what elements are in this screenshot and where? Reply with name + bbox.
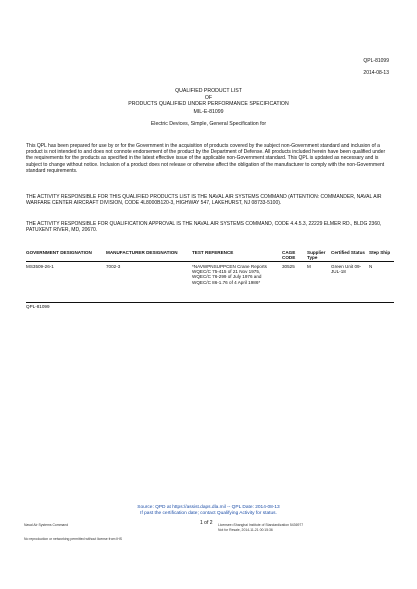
title-line-1: QUALIFIED PRODUCT LIST xyxy=(175,88,242,94)
cell-cage-code: 30525 xyxy=(282,264,295,269)
cell-step-ship: N xyxy=(369,264,373,269)
cell-supplier-type: M xyxy=(307,264,311,269)
resale-notice: Not for Resale, 2014-11-21 00:15:36 xyxy=(218,528,273,532)
table-row xyxy=(26,262,394,285)
title-line-2: OF xyxy=(204,94,213,101)
header-cage-code: CAGE CODE xyxy=(282,250,296,260)
page-number: 1 of 2 xyxy=(200,520,213,526)
footer-document-id: QPL-81099 xyxy=(26,304,50,309)
header-supplier-type: Supplier Type xyxy=(307,250,326,260)
reproduction-notice: No reproduction or networking permitted without license from IHS xyxy=(24,537,122,541)
cell-certified-status: Green Unit 09-JUL-18 xyxy=(331,264,362,275)
title-line-3: PRODUCTS QUALIFIED UNDER PERFORMANCE SPECIFICATION xyxy=(128,101,289,108)
cell-test-reference: *NAVWPNSUPPCEN Crane Reports WQEC/C 75-415 of 21 Nov 1975, WQEC/C 76-299 of July 1976 and WQEC/C 86-1.76 of 4 April 1986* xyxy=(192,264,267,285)
cell-mfr-designation: 7002-3 xyxy=(106,264,121,269)
cell-gov-designation: MS3509-26-1 xyxy=(26,264,54,269)
qualification-activity-paragraph: THE ACTIVITY RESPONSIBLE FOR QUALIFICATION APPROVAL IS THE NAVAL AIR SYSTEMS COMMAND, CODE 4.4.5.3, 22229 ELMER RD., BLDG 2360, PATUXENT RIVER, MD, 20670. xyxy=(26,221,382,234)
title-subtitle: Electric Devices, Simple, General Specification for xyxy=(150,121,267,128)
publisher-name: Naval Air Systems Command xyxy=(24,523,69,527)
source-line-1: Source: QPD at https://assist.daps.dla.mil -- QPL Date: 2014-08-13 xyxy=(137,505,280,510)
header-mfr-designation: MANUFACTURER DESIGNATION xyxy=(106,250,178,255)
document-id: QPL-81099 xyxy=(363,58,389,64)
table-end-rule xyxy=(26,302,394,303)
title-block xyxy=(0,88,417,128)
document-date: 2014-08-13 xyxy=(363,70,389,76)
header-gov-designation: GOVERNMENT DESIGNATION xyxy=(26,250,92,255)
table-header-row xyxy=(26,250,394,262)
intro-paragraph: This QPL has been prepared for use by or for the Government in the acquisition of products covered by the subject non-Government standard and inclusion of a product is not intended to and does not connote endorsement of the product by the Department of Defense. All products included herein have been qualified under the requirements for the products as specified in the latest effective issue of the applicable non-Government standard. This QPL is updated as necessary and is subject to change without notice. Inclusion of a product does not release or otherwise affect the obligation of the manufacturer to comply with the non-Government standard requirements. xyxy=(26,143,386,174)
header-step-ship: Step Ship xyxy=(369,250,391,255)
header-certified-status: Certified Status xyxy=(331,250,365,255)
source-note xyxy=(0,505,417,517)
header-test-reference: TEST REFERENCE xyxy=(192,250,234,255)
source-line-2: If past the certification date; contact Qualifying Activity for status. xyxy=(140,511,277,516)
licensee-line: Licensee=Shanghai Institute of Standardization 5436977 xyxy=(218,523,304,527)
activity-responsible-paragraph: THE ACTIVITY RESPONSIBLE FOR THIS QUALIFIED PRODUCTS LIST IS THE NAVAL AIR SYSTEMS COMMAND (ATTENTION: COMMANDER, NAVAL AIR WARFARE CENTER AIRCRAFT DIVISION, CODE 4L8000B120-3, HIGHWAY 547, LAKEHURST, NJ 08733-5100). xyxy=(26,194,382,207)
qpl-table xyxy=(26,250,394,285)
title-spec-number: MIL-E-81099 xyxy=(193,108,224,115)
